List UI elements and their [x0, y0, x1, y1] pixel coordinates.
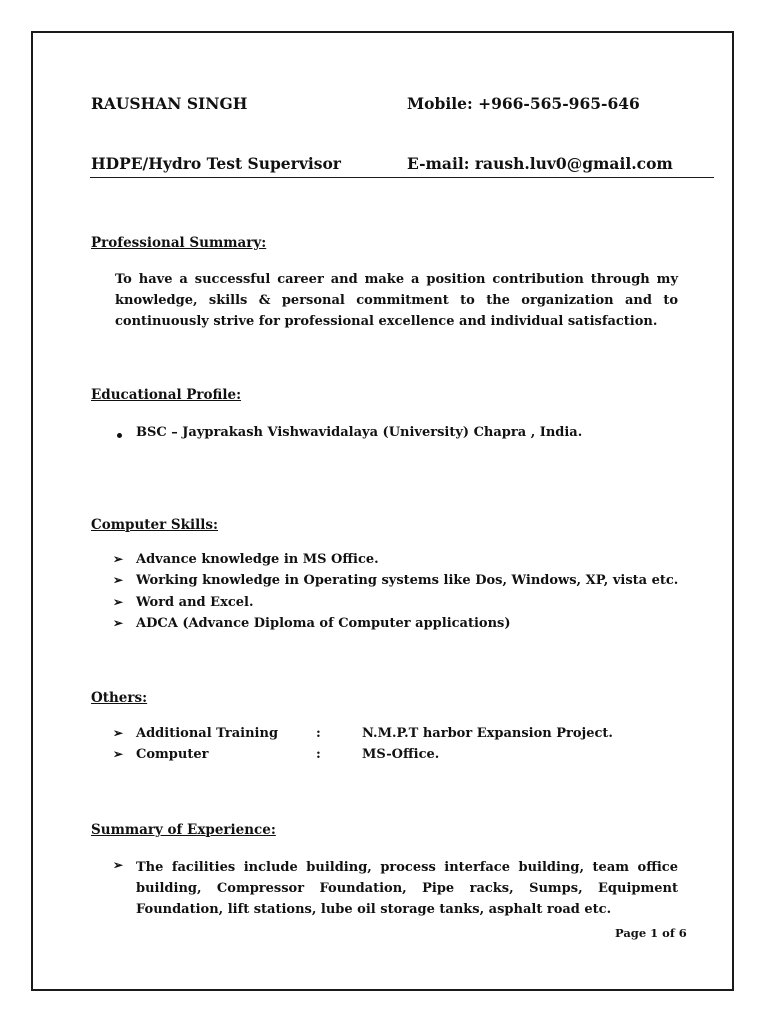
education-item: BSC – Jayprakash Vishwavidalaya (University) Chapra , India. [136, 425, 583, 440]
educational-profile-heading: Educational Profile: [91, 387, 242, 403]
professional-summary-heading: Professional Summary: [91, 235, 267, 251]
arrow-bullet-icon: ➢ [113, 616, 124, 630]
resume-page [31, 31, 734, 991]
arrow-bullet-icon: ➢ [113, 858, 124, 872]
email-address: E-mail: raush.luv0@gmail.com [407, 154, 673, 173]
skill-item: Word and Excel. [136, 595, 254, 610]
others-heading: Others: [91, 690, 148, 706]
experience-item: The facilities include building, process interface building, team office building, Compressor Foundation, Pipe racks, Sumps, Equipment Foundation, lift stations, lube oil storage tanks, asphalt road etc. [136, 860, 678, 917]
page-number: Page 1 of 6 [615, 926, 687, 940]
candidate-name: RAUSHAN SINGH [91, 94, 248, 113]
others-label: Computer [136, 747, 209, 762]
mobile-number: Mobile: +966-565-965-646 [407, 94, 640, 113]
job-title: HDPE/Hydro Test Supervisor [91, 154, 341, 173]
arrow-bullet-icon: ➢ [113, 747, 124, 761]
skill-item: ADCA (Advance Diploma of Computer applications) [136, 616, 511, 631]
bullet-dot [117, 433, 122, 438]
experience-heading: Summary of Experience: [91, 822, 276, 838]
skill-item: Working knowledge in Operating systems like Dos, Windows, XP, vista etc. [136, 573, 679, 588]
skill-item: Advance knowledge in MS Office. [136, 552, 379, 567]
others-value: MS-Office. [362, 747, 440, 762]
professional-summary-text: To have a successful career and make a position contribution through my knowledge, skills & personal commitment to the organization and to continuously strive for professional excellence and individual satisfaction. [115, 272, 678, 329]
others-label: Additional Training [136, 726, 279, 741]
arrow-bullet-icon: ➢ [113, 595, 124, 609]
arrow-bullet-icon: ➢ [113, 552, 124, 566]
others-separator: : [316, 747, 321, 762]
others-separator: : [316, 726, 321, 741]
arrow-bullet-icon: ➢ [113, 573, 124, 587]
arrow-bullet-icon: ➢ [113, 726, 124, 740]
header-divider [90, 177, 714, 178]
others-value: N.M.P.T harbor Expansion Project. [362, 726, 613, 741]
computer-skills-heading: Computer Skills: [91, 517, 218, 533]
